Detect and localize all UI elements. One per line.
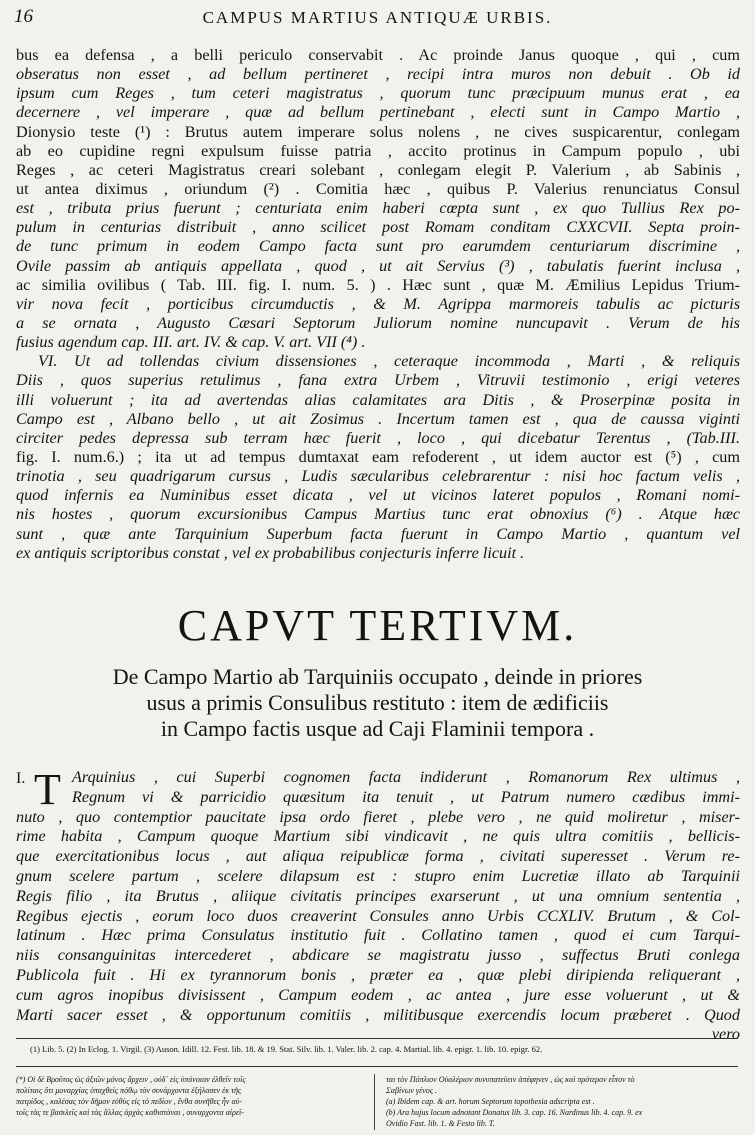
text-line: ut antea diximus , oriundum (²) . Comitia hæc , quibus P. Valerius renunciatus Consul bbox=[16, 179, 740, 198]
text-line: circiter pedes depressa sub terram hæc fuerit , loco , qui dicebatur Terentus , (Tab.III. bbox=[16, 428, 740, 447]
footnote-line: Σαβίνων γένος . bbox=[386, 1086, 438, 1095]
text-line: illi voluerunt ; ita ad avertendas alias calamitates ara Ditis , & Proserpinæ posita in bbox=[16, 390, 740, 409]
text-line: niis consanguinitas intercederet , abdicare se magistratu jusso , suffectus Bruti conlega bbox=[16, 946, 740, 965]
reference-notes: (1) Lib. 5. (2) In Eclog. 1. Virgil. (3) Auson. Idill. 12. Fest. lib. 18. & 19. Stat. Silv. lib. 1. Valer. lib. 2. cap. 4. Martial. lib. 4. epigr. 1. lib. 10. epigr. 62. bbox=[30, 1044, 543, 1054]
footnote-rule bbox=[16, 1038, 738, 1039]
text-line: gnum scelere partum , scelere dilapsum est : stupro enim Lucretiæ illato ab Tarquinii bbox=[16, 866, 740, 885]
greek-footnote bbox=[16, 1074, 366, 1118]
text-line: ab eo cupidine regni expulsum fuisse patria , accito protinus in Campum populo , ubi bbox=[16, 141, 740, 160]
section-marker: I. bbox=[16, 770, 26, 787]
text-line: est , tributa prius fuerunt ; centuriata enim haberi cœpta sunt , ex quo Tullius Rex po- bbox=[16, 199, 740, 218]
text-line: bus ea defensa , a belli periculo conservabit . Ac proinde Janus quoque , qui , cum bbox=[16, 46, 740, 64]
column-divider bbox=[374, 1074, 375, 1130]
text-line: obseratus non esset , ad bellum pertineret , recipi intra muros non debuit . Ob id bbox=[16, 65, 740, 84]
text-line: Reges , ac ceteri Magistratus creari solebant , conlegam elegit P. Valerium , ab Sabinis , bbox=[16, 160, 740, 179]
footnote-line: (*) Οἱ δὲ Βροῦτος ὡς ἀξιῶν μόνος ἄρχειν , οὐδ᾽ εἰς ὑπόνοιαν ἐλθεῖν τοῖς bbox=[16, 1075, 246, 1084]
text-line: ex antiquis scriptoribus constat , vel ex probabilibus conjecturis inferre licuit . bbox=[16, 543, 525, 562]
text-line: Dionysio teste (¹) : Brutus autem imperare solus nolens , ne cives suspicarentur, conlegam bbox=[16, 122, 740, 141]
footnote-line: ται τὸν Πόπλιον Οὐαλέριον συνυπατεύειν ἀπέφηνεν , ὡς καὶ πρότερον εἶπον τὸ bbox=[386, 1075, 635, 1084]
footnote-line: Ovidio Fast. lib. 1. & Festo lib. T. bbox=[386, 1119, 495, 1128]
text-line: Marti sacer esset , & opportunum comitiis , militibusque exercendis locum præberet . Quod bbox=[16, 1005, 740, 1024]
text-line: Diis , quos superius retulimus , fana extra Urbem , Vitruvii testimonio , erigi veteres bbox=[16, 371, 740, 390]
footnote-line: πατρίδος , καλέσας τὸν δῆμον εὐθὺς εἰς τὸ πεδίον , ἔνθα συνῆθες ἦν αὐ- bbox=[16, 1097, 242, 1106]
text-line: trinotia , seu quadrigarum cursus , Ludis sæcularibus celebrarentur : nisi hoc factum velis , bbox=[16, 467, 740, 486]
text-line: Publicola fuit . Hi ex tyrannorum bonis , præter ea , quæ plebi diripienda reliquerant , bbox=[16, 965, 740, 984]
footnote-line: (b) Ara hujus locum adnotant Donatus lib. 3. cap. 16. Nardinus lib. 4. cap. 9. ex bbox=[386, 1108, 643, 1117]
text-line: ac similia ovilibus ( Tab. III. fig. I. num. 5. ) . Hæc sunt , quæ M. Æmilius Lepidus Trium- bbox=[16, 275, 740, 294]
text-line: fusius agendum cap. III. art. IV. & cap. V. art. VII (⁴) . bbox=[16, 333, 366, 352]
text-line: nis hostes , quorum excursionibus Campus Martius tunc erat obnoxius (⁶) . Atque hæc bbox=[16, 505, 740, 524]
text-line: vir nova fecit , porticibus circumductis , & M. Agrippa marmoreis tabulis ac picturis bbox=[16, 294, 740, 313]
section-vi-first-line: VI. Ut ad tollendas civium dissensiones , ceteraque incommoda , Marti , & reliquis bbox=[38, 352, 740, 371]
page-number: 16 bbox=[14, 6, 33, 27]
text-line: fig. I. num.6.) ; ita ut ad tempus dumtaxat eam refoderent , ut idem auctor est (⁵) , cum bbox=[16, 447, 740, 466]
drop-cap: T bbox=[34, 765, 61, 814]
chapter-title: CAPVT TERTIVM. bbox=[177, 601, 578, 650]
main-text-bottom bbox=[16, 765, 740, 1045]
footnote-line: πολίταις ὅτι μοναρχίας ὑπαχθεὶς πόθῳ τὸν συνάρχοντα ἐξήλασεν ἐκ τῆς bbox=[16, 1086, 242, 1095]
text-line: latinum . Hæc prima Consulatus institutio fuit . Collatino tamen , quod ei cum Tarqui- bbox=[16, 926, 740, 945]
subtitle-line: De Campo Martio ab Tarquiniis occupato , deinde in priores bbox=[112, 664, 643, 689]
catchword: vero bbox=[711, 1025, 740, 1044]
text-line: que exercitationibus locus , aut aliqua reipublicæ forma , civitati superesset . Verum re- bbox=[16, 847, 740, 866]
footnote-line: τοῖς τὰς τε βασιλεῖς καὶ τὰς ἄλλας ἀρχὰς καθιστάναι , συναρχοντα αἱρεῖ- bbox=[16, 1108, 244, 1117]
footnote-rule-lower bbox=[16, 1066, 738, 1067]
text-line: quod infernis ea Numinibus esset dicata , vel ut vicinos lateret populos , Romani nomi- bbox=[16, 486, 740, 505]
text-line: cum agros inopibus divisissent , Campum eodem , ac antea , jure esse voluerunt , ut & bbox=[16, 985, 740, 1004]
text-line: Regnum vi & parricidio quæsitum ita tenuit , ut Patrum numero cædibus immi- bbox=[72, 787, 740, 806]
subtitle-line: usus a primis Consulibus restituto : item de ædificiis bbox=[146, 690, 609, 715]
text-line: de tunc primum in eodem Campo facta sunt pro earumdem centuriarum discrimine , bbox=[16, 237, 740, 256]
text-line: ipsum cum Reges , tum ceteri magistratus , quorum tunc præcipuum munus erat , ea bbox=[16, 84, 740, 103]
text-line: Regibus ejectis , eorum loco duos creaverint Consules anno Urbis CCXLIV. Brutum , & Col- bbox=[16, 906, 740, 925]
chapter-subtitle bbox=[0, 664, 755, 742]
text-line: sunt , quæ ante Tarquinium Superbum facta fuerunt in Campo Martio , quantum vel bbox=[16, 524, 740, 543]
subtitle-line: in Campo factis usque ad Caji Flaminii tempora . bbox=[160, 716, 595, 741]
text-line: Arquinius , cui Superbi cognomen facta indiderunt , Romanorum Rex ultimus , bbox=[72, 768, 740, 786]
text-line: decernere , vel imperare , quæ ad bellum pertinebant , electi sunt in Campo Martio , bbox=[16, 103, 740, 122]
footnote-line: (a) Ibidem cap. & art. horum Septorum topothesia adscripta est . bbox=[386, 1097, 595, 1106]
text-line: a se ornata , Augusto Cæsari Septorum Juliorum nomine nuncupavit . Verum de his bbox=[16, 313, 740, 332]
main-text-top bbox=[16, 46, 740, 563]
text-line: nuto , quo contemptior paucitate ipsa ordo fieret , plebe vero , ne quid moliretur , miser- bbox=[16, 807, 740, 826]
text-line: Ovile passim ab antiquis appellata , quod , ut ait Servius (³) , tabulatis fuerint inclusa , bbox=[16, 256, 740, 275]
text-line: Campo est , Albano bello , ut ait Zosimus . Incertum tamen est , qua de caussa viginti bbox=[16, 409, 740, 428]
running-title: CAMPUS MARTIUS ANTIQUÆ URBIS. bbox=[202, 8, 553, 27]
latin-footnotes bbox=[386, 1074, 740, 1129]
text-line: Regis filio , ita Brutus , aliique civitatis principes exarserunt , ut una omnium sententia , bbox=[16, 886, 740, 905]
text-line: pulum in centurias distribuit , anno scilicet post Romam conditam CXXCVII. Septa proin- bbox=[16, 218, 740, 237]
page-header bbox=[0, 6, 755, 30]
text-line: rime habita , Campum quoque Martium sibi vindicavit , ne quis ultra comitiis , bellicis- bbox=[16, 827, 740, 846]
